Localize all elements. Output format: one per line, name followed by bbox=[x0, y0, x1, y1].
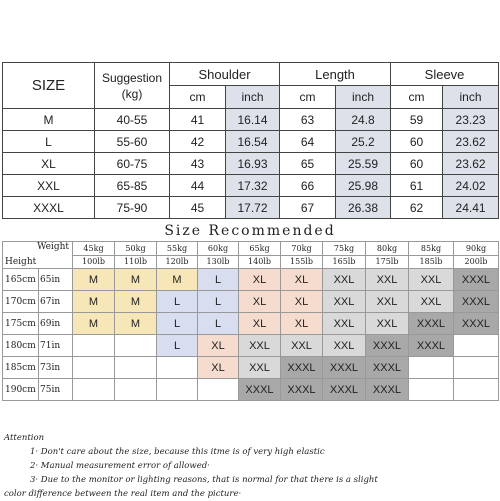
size-recommend-cell: XXXL bbox=[409, 335, 454, 357]
size-recommend-cell: M bbox=[115, 269, 157, 291]
size-cell-shoulder-in: 16.93 bbox=[226, 153, 280, 175]
size-recommend-cell: XXXL bbox=[323, 357, 366, 379]
size-cell-shoulder-cm: 42 bbox=[170, 131, 226, 153]
size-recommend-cell: M bbox=[157, 269, 198, 291]
weight-kg-header: 80kg bbox=[366, 242, 409, 256]
size-cell-size: L bbox=[3, 131, 95, 153]
size-cell-sleeve-in: 24.41 bbox=[443, 197, 499, 219]
size-recommend-cell bbox=[73, 335, 115, 357]
weight-lb-header: 100lb bbox=[73, 255, 115, 269]
attention-notes bbox=[4, 431, 498, 501]
weight-lb-header: 165lb bbox=[323, 255, 366, 269]
size-recommend-cell: M bbox=[115, 313, 157, 335]
size-cell-length-in: 25.59 bbox=[336, 153, 391, 175]
size-recommend-cell: XXXL bbox=[323, 379, 366, 401]
size-cell-size: XXL bbox=[3, 175, 95, 197]
size-cell-length-cm: 63 bbox=[280, 109, 336, 131]
size-row bbox=[3, 197, 499, 219]
weight-kg-header: 55kg bbox=[157, 242, 198, 256]
weight-kg-header: 60kg bbox=[198, 242, 239, 256]
size-cell-size: XXXL bbox=[3, 197, 95, 219]
size-recommend-cell bbox=[454, 379, 499, 401]
size-recommend-cell: XL bbox=[281, 291, 323, 313]
height-cm: 175cm bbox=[3, 313, 39, 335]
note-3-continued: color difference between the real item and the picture· bbox=[4, 489, 242, 499]
height-cm: 185cm bbox=[3, 357, 39, 379]
size-cell-sleeve-cm: 59 bbox=[391, 109, 443, 131]
height-cm: 165cm bbox=[3, 269, 39, 291]
height-in: 71in bbox=[39, 335, 73, 357]
size-recommend-cell bbox=[409, 357, 454, 379]
size-cell-sleeve-cm: 61 bbox=[391, 175, 443, 197]
size-recommend-cell bbox=[454, 335, 499, 357]
size-cell-size: M bbox=[3, 109, 95, 131]
size-recommend-cell: L bbox=[198, 313, 239, 335]
length-inch-header: inch bbox=[336, 86, 391, 109]
size-recommend-cell: XXXL bbox=[454, 313, 499, 335]
size-recommend-cell bbox=[73, 379, 115, 401]
weight-lb-header: 200lb bbox=[454, 255, 499, 269]
size-recommend-cell: XXL bbox=[409, 269, 454, 291]
weight-lb-header: 140lb bbox=[239, 255, 281, 269]
note-3: 3· Due to the monitor or lighting reasons, that is normal for that there is a slight bbox=[30, 475, 378, 485]
size-cell-shoulder-cm: 45 bbox=[170, 197, 226, 219]
height-cm: 180cm bbox=[3, 335, 39, 357]
size-recommend-cell bbox=[115, 357, 157, 379]
size-cell-length-in: 25.2 bbox=[336, 131, 391, 153]
weight-kg-header: 65kg bbox=[239, 242, 281, 256]
size-cell-kg: 75-90 bbox=[95, 197, 170, 219]
height-cm: 170cm bbox=[3, 291, 39, 313]
size-cell-kg: 65-85 bbox=[95, 175, 170, 197]
size-recommend-cell: XL bbox=[239, 313, 281, 335]
weight-lb-header: 110lb bbox=[115, 255, 157, 269]
size-recommend-cell: XXL bbox=[323, 335, 366, 357]
size-cell-shoulder-in: 17.32 bbox=[226, 175, 280, 197]
suggestion-header bbox=[95, 63, 170, 109]
size-recommend-cell: XXL bbox=[239, 357, 281, 379]
size-cell-shoulder-in: 16.14 bbox=[226, 109, 280, 131]
size-recommend-cell: XL bbox=[198, 357, 239, 379]
size-recommend-cell: M bbox=[73, 269, 115, 291]
size-recommend-cell bbox=[198, 379, 239, 401]
size-recommend-cell: L bbox=[198, 291, 239, 313]
size-recommend-cell: XL bbox=[239, 269, 281, 291]
size-cell-length-cm: 65 bbox=[280, 153, 336, 175]
size-recommend-cell bbox=[115, 335, 157, 357]
size-cell-sleeve-in: 23.23 bbox=[443, 109, 499, 131]
size-recommend-cell bbox=[157, 357, 198, 379]
size-row bbox=[3, 131, 499, 153]
size-cell-sleeve-in: 24.02 bbox=[443, 175, 499, 197]
shoulder-header: Shoulder bbox=[170, 63, 280, 86]
size-row bbox=[3, 175, 499, 197]
size-recommend-cell: L bbox=[157, 335, 198, 357]
size-recommend-cell: L bbox=[198, 269, 239, 291]
weight-lb-header: 120lb bbox=[157, 255, 198, 269]
note-2: 2· Manual measurement error of allowed· bbox=[30, 461, 210, 471]
height-row bbox=[3, 357, 499, 379]
weight-lb-header: 175lb bbox=[366, 255, 409, 269]
size-cell-shoulder-cm: 41 bbox=[170, 109, 226, 131]
weight-kg-header: 90kg bbox=[454, 242, 499, 256]
height-in: 73in bbox=[39, 357, 73, 379]
size-recommend-cell bbox=[157, 379, 198, 401]
size-recommend-grid bbox=[2, 241, 499, 401]
size-cell-sleeve-cm: 60 bbox=[391, 153, 443, 175]
size-cell-size: XL bbox=[3, 153, 95, 175]
size-recommend-cell: XL bbox=[239, 291, 281, 313]
length-cm-header: cm bbox=[280, 86, 336, 109]
size-recommend-cell: XXXL bbox=[281, 357, 323, 379]
height-row bbox=[3, 335, 499, 357]
note-1: 1· Don't care about the size, because this itme is of very high elastic bbox=[30, 447, 325, 457]
size-recommend-cell: XL bbox=[281, 269, 323, 291]
height-row bbox=[3, 269, 499, 291]
length-header: Length bbox=[280, 63, 391, 86]
size-cell-sleeve-cm: 60 bbox=[391, 131, 443, 153]
size-recommend-cell: XXXL bbox=[239, 379, 281, 401]
size-recommend-cell: XXL bbox=[409, 291, 454, 313]
size-row bbox=[3, 109, 499, 131]
size-recommend-cell: XXL bbox=[366, 313, 409, 335]
size-recommend-cell: XXL bbox=[323, 291, 366, 313]
size-cell-shoulder-in: 17.72 bbox=[226, 197, 280, 219]
height-row bbox=[3, 379, 499, 401]
sleeve-cm-header: cm bbox=[391, 86, 443, 109]
weight-kg-header: 85kg bbox=[409, 242, 454, 256]
height-row bbox=[3, 313, 499, 335]
size-recommend-cell: XXXL bbox=[454, 269, 499, 291]
sleeve-inch-header: inch bbox=[443, 86, 499, 109]
size-cell-length-in: 26.38 bbox=[336, 197, 391, 219]
size-recommend-cell: XXXL bbox=[366, 335, 409, 357]
size-cell-sleeve-cm: 62 bbox=[391, 197, 443, 219]
height-row bbox=[3, 291, 499, 313]
size-recommend-cell: XXL bbox=[323, 313, 366, 335]
height-label: Height bbox=[5, 257, 37, 267]
weight-lb-header: 130lb bbox=[198, 255, 239, 269]
shoulder-cm-header: cm bbox=[170, 86, 226, 109]
height-cm: 190cm bbox=[3, 379, 39, 401]
weight-kg-header: 75kg bbox=[323, 242, 366, 256]
weight-kg-header: 70kg bbox=[281, 242, 323, 256]
size-cell-length-cm: 64 bbox=[280, 131, 336, 153]
height-in: 65in bbox=[39, 269, 73, 291]
size-cell-shoulder-cm: 44 bbox=[170, 175, 226, 197]
size-recommend-cell: XXL bbox=[239, 335, 281, 357]
size-cell-shoulder-cm: 43 bbox=[170, 153, 226, 175]
size-cell-kg: 60-75 bbox=[95, 153, 170, 175]
size-recommend-cell bbox=[115, 379, 157, 401]
size-recommend-cell: XXL bbox=[281, 335, 323, 357]
suggestion-unit: (kg) bbox=[121, 86, 143, 101]
size-recommend-cell bbox=[409, 379, 454, 401]
weight-label: Weight bbox=[37, 242, 69, 252]
size-row bbox=[3, 153, 499, 175]
sleeve-header: Sleeve bbox=[391, 63, 499, 86]
weight-kg-header: 50kg bbox=[115, 242, 157, 256]
size-cell-kg: 55-60 bbox=[95, 131, 170, 153]
weight-kg-header: 45kg bbox=[73, 242, 115, 256]
size-cell-shoulder-in: 16.54 bbox=[226, 131, 280, 153]
size-recommend-cell: XL bbox=[281, 313, 323, 335]
size-recommend-cell: M bbox=[115, 291, 157, 313]
height-in: 67in bbox=[39, 291, 73, 313]
weight-lb-header: 185lb bbox=[409, 255, 454, 269]
size-recommend-cell: XXL bbox=[366, 291, 409, 313]
size-recommend-cell: XXXL bbox=[366, 357, 409, 379]
size-table bbox=[2, 62, 499, 219]
size-recommend-cell: XXXL bbox=[409, 313, 454, 335]
size-recommend-cell: XXXL bbox=[454, 291, 499, 313]
size-recommend-cell: L bbox=[157, 291, 198, 313]
size-cell-sleeve-in: 23.62 bbox=[443, 131, 499, 153]
size-recommend-cell: XXL bbox=[366, 269, 409, 291]
shoulder-inch-header: inch bbox=[226, 86, 280, 109]
size-cell-length-cm: 67 bbox=[280, 197, 336, 219]
notes-title: Attention bbox=[4, 433, 45, 443]
size-cell-length-cm: 66 bbox=[280, 175, 336, 197]
size-recommended-title: Size Recommended bbox=[164, 223, 336, 239]
size-cell-kg: 40-55 bbox=[95, 109, 170, 131]
size-recommend-cell: L bbox=[157, 313, 198, 335]
weight-lb-header: 155lb bbox=[281, 255, 323, 269]
size-cell-length-in: 24.8 bbox=[336, 109, 391, 131]
size-header: SIZE bbox=[3, 63, 95, 109]
size-recommend-cell bbox=[454, 357, 499, 379]
size-cell-length-in: 25.98 bbox=[336, 175, 391, 197]
height-in: 69in bbox=[39, 313, 73, 335]
size-recommend-cell: XXXL bbox=[366, 379, 409, 401]
size-recommend-cell: M bbox=[73, 313, 115, 335]
size-recommend-cell: XXXL bbox=[281, 379, 323, 401]
suggestion-label: Suggestion bbox=[101, 70, 163, 85]
weight-height-corner bbox=[3, 242, 73, 269]
size-recommend-cell bbox=[73, 357, 115, 379]
height-in: 75in bbox=[39, 379, 73, 401]
size-recommend-cell: XL bbox=[198, 335, 239, 357]
size-recommend-cell: XXL bbox=[323, 269, 366, 291]
size-recommend-cell: M bbox=[73, 291, 115, 313]
size-cell-sleeve-in: 23.62 bbox=[443, 153, 499, 175]
